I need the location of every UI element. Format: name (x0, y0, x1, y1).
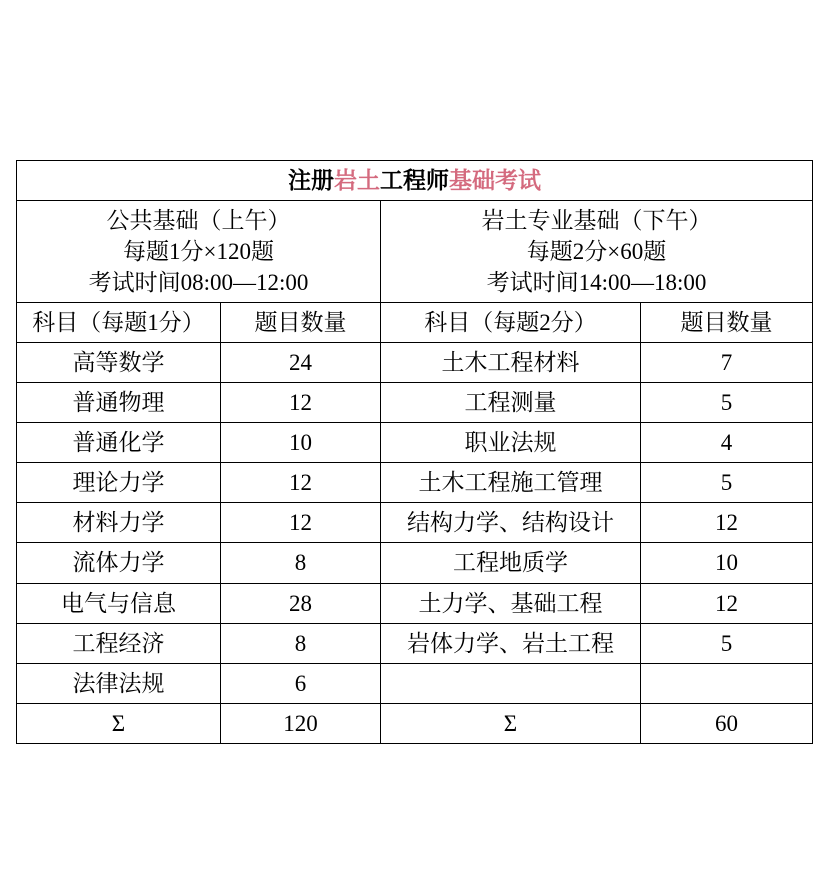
afternoon-count: 12 (641, 583, 813, 623)
afternoon-subject: 土木工程材料 (381, 343, 641, 383)
exam-schedule-table (16, 160, 813, 744)
title-part-1: 注册 (288, 168, 334, 193)
title-part-2: 岩土 (334, 168, 380, 193)
title-part-3: 工程师 (380, 168, 449, 193)
morning-subject: 工程经济 (17, 623, 221, 663)
morning-count: 6 (221, 663, 381, 703)
morning-count: 10 (221, 423, 381, 463)
afternoon-count: 5 (641, 623, 813, 663)
table-row (17, 383, 813, 423)
morning-total-count: 120 (221, 703, 381, 743)
afternoon-subject: 土力学、基础工程 (381, 583, 641, 623)
afternoon-subject: 结构力学、结构设计 (381, 503, 641, 543)
afternoon-subject: 土木工程施工管理 (381, 463, 641, 503)
column-header-count-afternoon: 题目数量 (641, 303, 813, 343)
afternoon-count: 12 (641, 503, 813, 543)
afternoon-session-name: 岩土专业基础（下午） (481, 208, 712, 234)
morning-sigma-symbol: Σ (17, 703, 221, 743)
column-header-subject-afternoon: 科目（每题2分） (381, 303, 641, 343)
afternoon-session-scoring: 每题2分×60题 (526, 239, 667, 265)
morning-subject: 高等数学 (17, 343, 221, 383)
afternoon-session-block (381, 201, 813, 303)
afternoon-subject: 岩体力学、岩土工程 (381, 623, 641, 663)
morning-count: 28 (221, 583, 381, 623)
morning-subject: 法律法规 (17, 663, 221, 703)
morning-subject: 普通物理 (17, 383, 221, 423)
table-row (17, 623, 813, 663)
afternoon-count: 7 (641, 343, 813, 383)
afternoon-subject: 工程地质学 (381, 543, 641, 583)
afternoon-session-time: 考试时间14:00—18:00 (486, 270, 707, 296)
page-title (17, 161, 813, 201)
afternoon-subject: 职业法规 (381, 423, 641, 463)
morning-session-name: 公共基础（上午） (106, 208, 291, 234)
session-header-row (17, 201, 813, 303)
column-header-subject-morning: 科目（每题1分） (17, 303, 221, 343)
table-row (17, 543, 813, 583)
afternoon-count (641, 663, 813, 703)
column-header-row (17, 303, 813, 343)
morning-session-scoring: 每题1分×120题 (123, 239, 274, 265)
table-row (17, 463, 813, 503)
afternoon-count: 10 (641, 543, 813, 583)
morning-subject: 普通化学 (17, 423, 221, 463)
morning-count: 24 (221, 343, 381, 383)
afternoon-sigma-symbol: Σ (381, 703, 641, 743)
table-row (17, 503, 813, 543)
table-row (17, 343, 813, 383)
morning-subject: 电气与信息 (17, 583, 221, 623)
table-row (17, 423, 813, 463)
afternoon-subject: 工程测量 (381, 383, 641, 423)
table-title-row (17, 161, 813, 201)
morning-subject: 理论力学 (17, 463, 221, 503)
table-row (17, 663, 813, 703)
title-part-4: 基础考试 (449, 168, 541, 193)
morning-subject: 流体力学 (17, 543, 221, 583)
column-header-count-morning: 题目数量 (221, 303, 381, 343)
morning-session-block (17, 201, 381, 303)
afternoon-total-count: 60 (641, 703, 813, 743)
afternoon-count: 4 (641, 423, 813, 463)
morning-count: 12 (221, 463, 381, 503)
morning-count: 12 (221, 503, 381, 543)
morning-count: 12 (221, 383, 381, 423)
table-row (17, 583, 813, 623)
morning-session-time: 考试时间08:00—12:00 (88, 270, 309, 296)
afternoon-subject (381, 663, 641, 703)
afternoon-count: 5 (641, 463, 813, 503)
afternoon-count: 5 (641, 383, 813, 423)
morning-count: 8 (221, 543, 381, 583)
morning-count: 8 (221, 623, 381, 663)
totals-row (17, 703, 813, 743)
exam-table-container (16, 160, 812, 744)
morning-subject: 材料力学 (17, 503, 221, 543)
